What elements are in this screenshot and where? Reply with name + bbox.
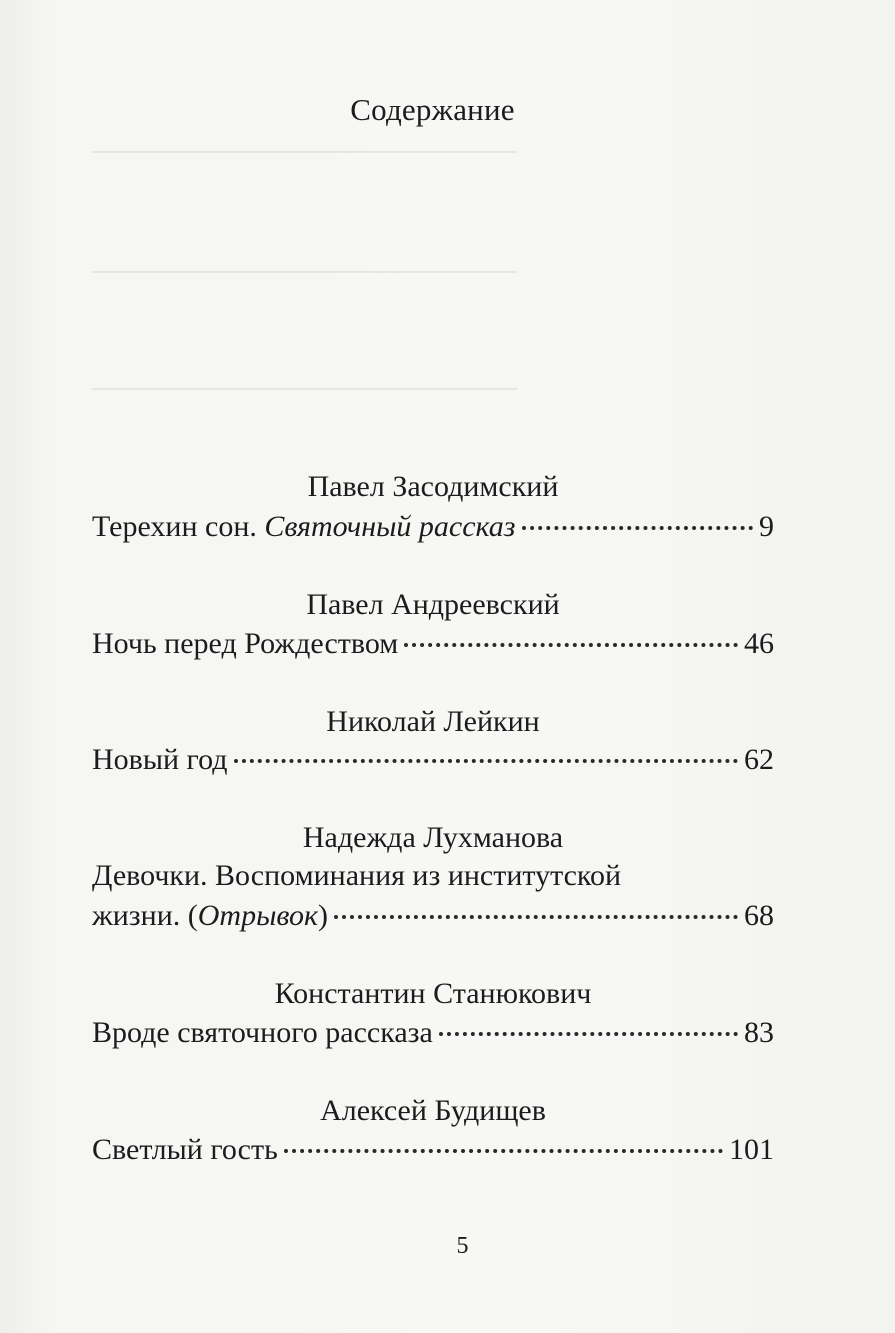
toc-entry[interactable] (92, 743, 774, 777)
toc-entry-title: Вроде святочного рассказа (92, 1016, 433, 1049)
toc-author: Надежда Лухманова (302, 821, 564, 854)
toc-entry-title: Новый год (92, 743, 228, 776)
show-through-text: ──────────────────── (92, 255, 518, 288)
toc-author: Николай Лейкин (326, 705, 540, 738)
leader-dots (522, 526, 753, 530)
show-through-text: ──────────────────── (92, 135, 518, 168)
leader-dots (439, 1032, 738, 1036)
toc-entry-title: Ночь перед Рождеством (92, 627, 399, 660)
show-through-text: ──────────────────── (92, 372, 518, 405)
toc-entry[interactable] (92, 899, 774, 933)
toc-entry[interactable] (92, 1133, 774, 1167)
toc-entry-title: жизни. (Отрывок) (92, 899, 329, 932)
toc-page-number: 101 (729, 1133, 774, 1166)
leader-dots (284, 1149, 723, 1153)
toc-page-number: 9 (759, 510, 774, 543)
toc-entry-title-line1[interactable]: Девочки. Воспоминания из институтской (92, 859, 622, 892)
toc-entry[interactable] (92, 627, 774, 661)
toc-entry-title: Светлый гость (92, 1133, 278, 1166)
leader-dots (404, 643, 738, 647)
toc-page-number: 46 (744, 627, 774, 660)
toc-entry[interactable] (92, 1016, 774, 1050)
toc-page-number: 68 (744, 899, 774, 932)
toc-entry[interactable] (92, 510, 774, 544)
toc-entry-title: Терехин сон. Святочный рассказ (92, 510, 516, 543)
leader-dots (334, 915, 738, 919)
toc-author: Павел Андреевский (306, 588, 560, 621)
toc-author: Константин Станюкович (274, 977, 592, 1010)
toc-author: Алексей Будищев (320, 1094, 546, 1127)
page-title: Содержание (350, 92, 515, 127)
toc-page-number: 62 (744, 743, 774, 776)
toc-page-number: 83 (744, 1016, 774, 1049)
leader-dots (234, 759, 739, 763)
page-number: 5 (456, 1233, 469, 1259)
toc-author: Павел Засодимский (307, 470, 559, 503)
